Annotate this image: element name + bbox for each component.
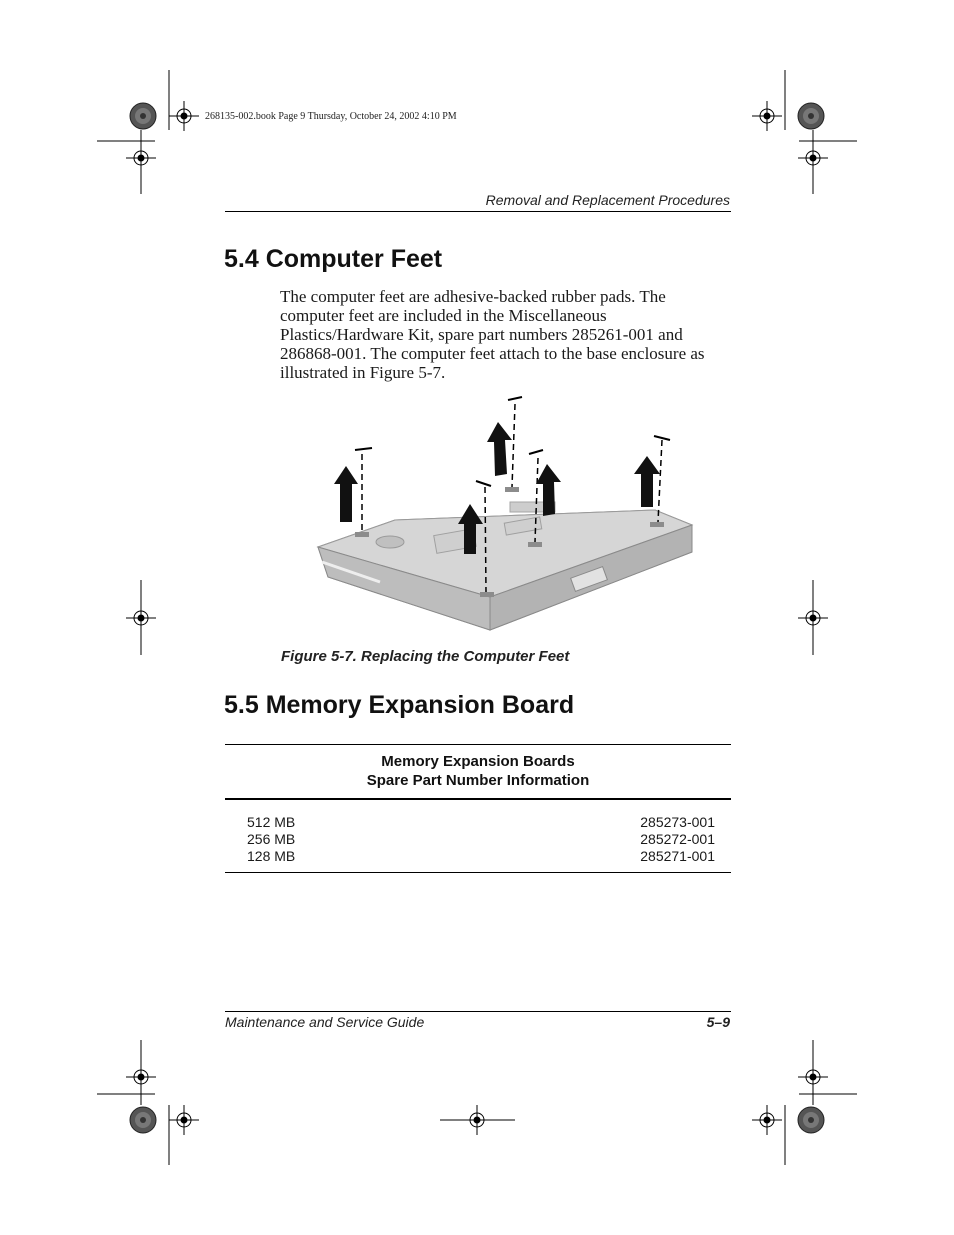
color-star-icon xyxy=(798,1107,824,1133)
spare-part-number: 285273-001 xyxy=(640,814,715,830)
memory-size: 512 MB xyxy=(247,814,296,830)
registration-mark-icon xyxy=(169,101,199,131)
figure-caption: Figure 5-7. Replacing the Computer Feet xyxy=(281,648,570,665)
memory-size: 128 MB xyxy=(247,848,296,864)
page-footer xyxy=(225,1014,730,1030)
footer-rule xyxy=(225,1011,731,1012)
registration-mark-icon xyxy=(752,101,782,131)
registration-mark-icon xyxy=(169,1105,199,1135)
print-slug: 268135-002.book Page 9 Thursday, October 24, 2002 4:10 PM xyxy=(205,111,457,122)
registration-mark-icon xyxy=(752,1105,782,1135)
registration-mark-icon xyxy=(126,143,156,173)
color-star-icon xyxy=(798,103,824,129)
registration-mark-icon xyxy=(798,603,828,633)
header-rule xyxy=(225,211,731,212)
memory-size: 256 MB xyxy=(247,831,296,847)
registration-mark-icon xyxy=(798,1062,828,1092)
registration-mark-icon xyxy=(126,1062,156,1092)
table-top-rule xyxy=(225,744,731,745)
spare-part-number: 285272-001 xyxy=(640,831,715,847)
body-paragraph: The computer feet are adhesive-backed rubber pads. The computer feet are included in the Miscellaneous Plastics/Hardware Kit, spare part numbers 285261-001 and 286868-001. The computer feet attach to the base enclosure as illustrated in Figure 5-7. xyxy=(280,287,705,382)
table-bottom-rule xyxy=(225,872,731,873)
running-head: Removal and Replacement Procedures xyxy=(485,192,730,208)
table-header-rule xyxy=(225,798,731,800)
registration-mark-icon xyxy=(798,143,828,173)
table-title xyxy=(226,752,730,790)
table-title-line1: Memory Expansion Boards xyxy=(381,753,575,770)
color-star-icon xyxy=(130,103,156,129)
computer-feet-illustration xyxy=(300,392,710,642)
registration-mark-icon xyxy=(126,603,156,633)
section-heading-memory-expansion-board: 5.5 Memory Expansion Board xyxy=(224,691,575,719)
footer-title: Maintenance and Service Guide xyxy=(225,1014,425,1030)
color-star-icon xyxy=(130,1107,156,1133)
page-number: 5–9 xyxy=(706,1014,730,1030)
table-title-line2: Spare Part Number Information xyxy=(366,772,590,789)
section-heading-computer-feet: 5.4 Computer Feet xyxy=(224,245,443,273)
spare-part-number: 285271-001 xyxy=(640,848,715,864)
